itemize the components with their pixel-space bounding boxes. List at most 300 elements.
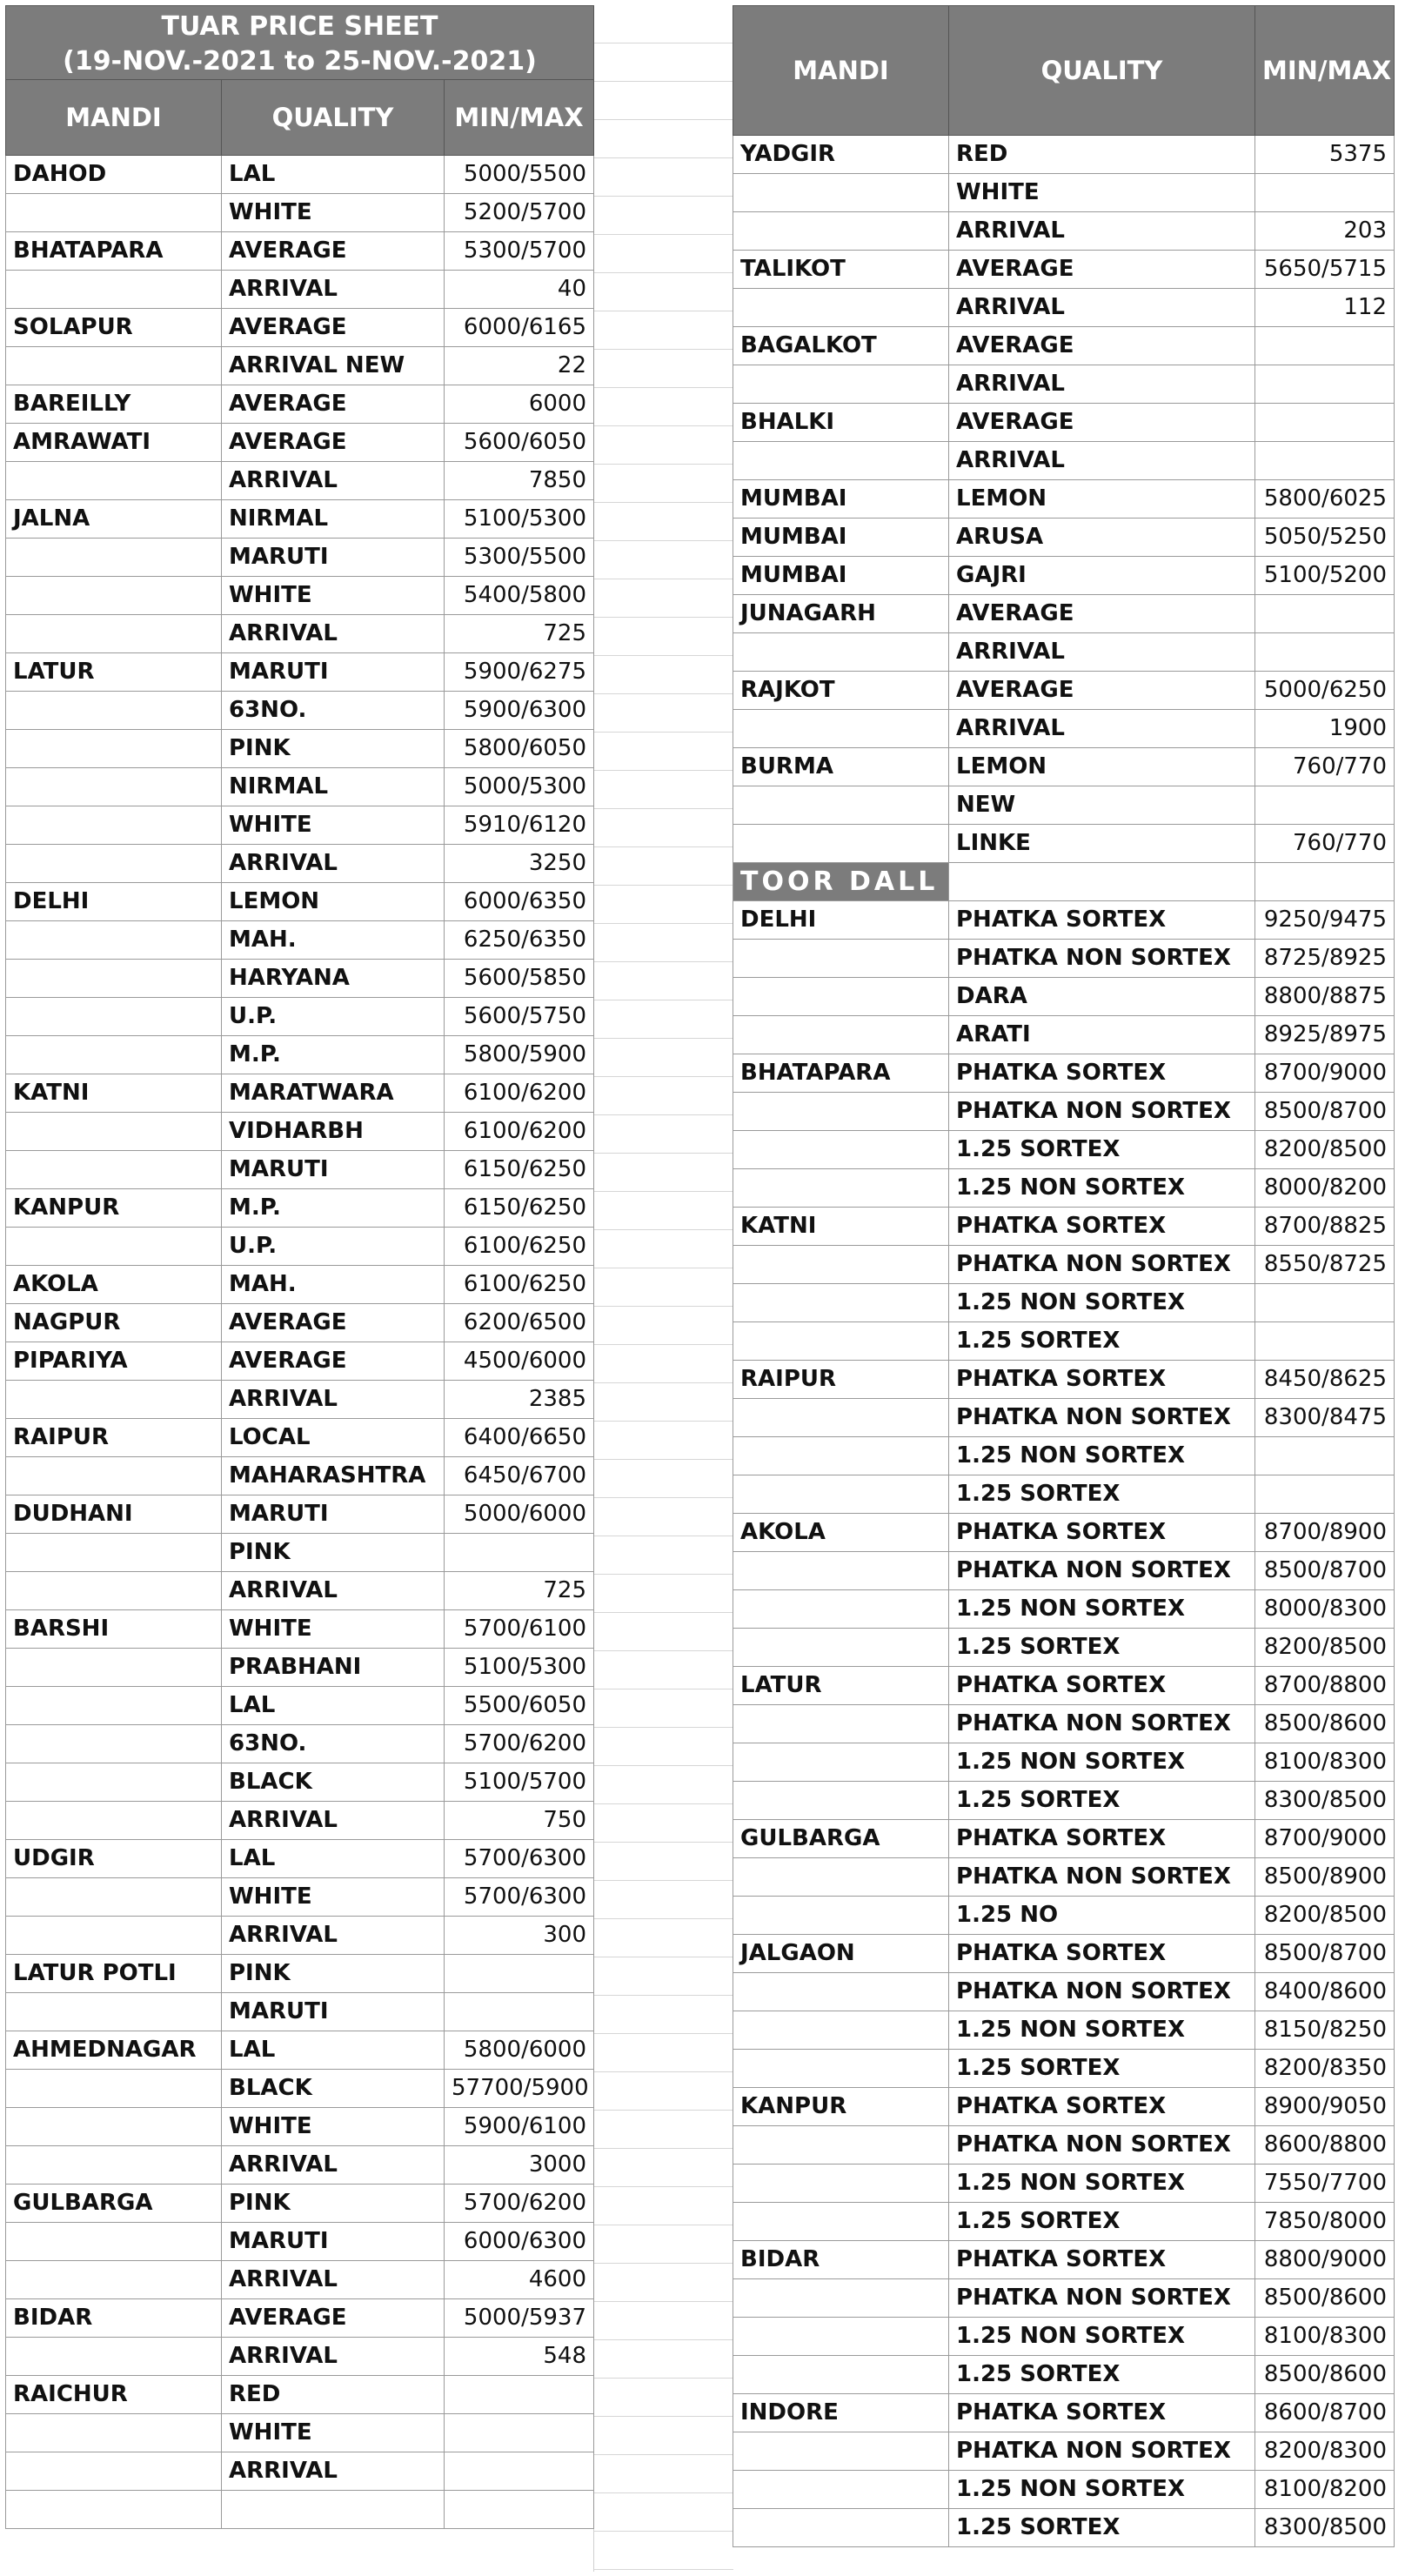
minmax-cell[interactable]: 8700/8800 xyxy=(1255,1667,1395,1705)
mandi-cell[interactable] xyxy=(733,1437,949,1475)
mandi-cell[interactable]: LATUR POTLI xyxy=(6,1955,222,1993)
minmax-cell[interactable]: 5600/5850 xyxy=(445,960,594,998)
minmax-cell[interactable]: 5800/6050 xyxy=(445,730,594,768)
mandi-cell[interactable]: DAHOD xyxy=(6,156,222,194)
quality-cell[interactable]: MARUTI xyxy=(222,539,445,577)
quality-cell[interactable]: 1.25 SORTEX xyxy=(949,2509,1255,2547)
quality-cell[interactable]: MAHARASHTRA xyxy=(222,1457,445,1495)
mandi-cell[interactable]: MUMBAI xyxy=(733,557,949,595)
minmax-cell[interactable]: 5300/5700 xyxy=(445,232,594,271)
mandi-cell[interactable] xyxy=(733,2126,949,2165)
mandi-cell[interactable] xyxy=(6,615,222,653)
quality-cell[interactable]: PHATKA NON SORTEX xyxy=(949,1705,1255,1743)
quality-cell[interactable]: PHATKA SORTEX xyxy=(949,2241,1255,2279)
mandi-cell[interactable] xyxy=(6,692,222,730)
mandi-cell[interactable] xyxy=(733,1858,949,1897)
minmax-cell[interactable] xyxy=(1255,595,1395,633)
minmax-cell[interactable]: 8800/8875 xyxy=(1255,978,1395,1016)
quality-cell[interactable]: WHITE xyxy=(222,194,445,232)
mandi-cell[interactable]: SOLAPUR xyxy=(6,309,222,347)
minmax-cell[interactable]: 5200/5700 xyxy=(445,194,594,232)
mandi-cell[interactable] xyxy=(6,271,222,309)
mandi-cell[interactable] xyxy=(6,1457,222,1495)
quality-cell[interactable]: ARRIVAL xyxy=(222,2338,445,2376)
quality-cell[interactable]: NIRMAL xyxy=(222,500,445,539)
quality-cell[interactable]: ARRIVAL xyxy=(222,1917,445,1955)
minmax-cell[interactable]: 760/770 xyxy=(1255,748,1395,786)
minmax-cell[interactable] xyxy=(1255,404,1395,442)
quality-cell[interactable]: ARRIVAL xyxy=(222,845,445,883)
quality-cell[interactable]: LAL xyxy=(222,1840,445,1878)
quality-cell[interactable]: ARRIVAL xyxy=(222,462,445,500)
minmax-cell[interactable]: 725 xyxy=(445,1572,594,1610)
minmax-cell[interactable]: 6150/6250 xyxy=(445,1189,594,1228)
mandi-cell[interactable] xyxy=(6,1649,222,1687)
quality-cell[interactable]: PHATKA SORTEX xyxy=(949,1054,1255,1093)
mandi-cell[interactable] xyxy=(6,1151,222,1189)
quality-cell[interactable]: PHATKA NON SORTEX xyxy=(949,2432,1255,2471)
minmax-cell[interactable]: 8150/8250 xyxy=(1255,2011,1395,2050)
mandi-cell[interactable] xyxy=(6,1878,222,1917)
quality-cell[interactable]: LINKE xyxy=(949,825,1255,863)
mandi-cell[interactable] xyxy=(6,2070,222,2108)
mandi-cell[interactable] xyxy=(6,1725,222,1763)
quality-cell[interactable]: MARUTI xyxy=(222,2223,445,2261)
quality-cell[interactable]: 63NO. xyxy=(222,692,445,730)
quality-cell[interactable]: AVERAGE xyxy=(222,385,445,424)
quality-cell[interactable]: 1.25 SORTEX xyxy=(949,1131,1255,1169)
quality-cell[interactable]: AVERAGE xyxy=(949,404,1255,442)
mandi-cell[interactable] xyxy=(733,174,949,212)
quality-cell[interactable]: 1.25 SORTEX xyxy=(949,2356,1255,2394)
mandi-cell[interactable]: AKOLA xyxy=(6,1266,222,1304)
minmax-cell[interactable]: 203 xyxy=(1255,212,1395,251)
minmax-cell[interactable] xyxy=(445,2414,594,2452)
mandi-cell[interactable]: RAICHUR xyxy=(6,2376,222,2414)
minmax-cell[interactable] xyxy=(1255,633,1395,672)
quality-cell[interactable]: ARRIVAL NEW xyxy=(222,347,445,385)
quality-cell[interactable]: VIDHARBH xyxy=(222,1113,445,1151)
minmax-cell[interactable]: 8200/8350 xyxy=(1255,2050,1395,2088)
quality-cell[interactable]: 1.25 NON SORTEX xyxy=(949,1437,1255,1475)
mandi-cell[interactable] xyxy=(733,1399,949,1437)
minmax-cell[interactable]: 5700/6300 xyxy=(445,1840,594,1878)
minmax-cell[interactable] xyxy=(445,2452,594,2491)
mandi-cell[interactable] xyxy=(733,1743,949,1782)
minmax-cell[interactable] xyxy=(1255,327,1395,365)
quality-cell[interactable]: BLACK xyxy=(222,2070,445,2108)
quality-cell[interactable]: PHATKA SORTEX xyxy=(949,2088,1255,2126)
minmax-cell[interactable]: 5400/5800 xyxy=(445,577,594,615)
minmax-cell[interactable]: 760/770 xyxy=(1255,825,1395,863)
quality-cell[interactable]: 1.25 NON SORTEX xyxy=(949,1590,1255,1629)
minmax-cell[interactable]: 8450/8625 xyxy=(1255,1361,1395,1399)
quality-cell[interactable]: WHITE xyxy=(222,577,445,615)
minmax-cell[interactable]: 8700/8825 xyxy=(1255,1208,1395,1246)
minmax-cell[interactable]: 8100/8300 xyxy=(1255,2318,1395,2356)
quality-cell[interactable]: LEMON xyxy=(949,748,1255,786)
quality-cell[interactable]: NEW xyxy=(949,786,1255,825)
mandi-cell[interactable]: LATUR xyxy=(733,1667,949,1705)
minmax-cell[interactable]: 5700/6300 xyxy=(445,1878,594,1917)
quality-cell[interactable]: 1.25 NON SORTEX xyxy=(949,1743,1255,1782)
quality-cell[interactable]: AVERAGE xyxy=(222,232,445,271)
quality-cell[interactable]: 63NO. xyxy=(222,1725,445,1763)
minmax-cell[interactable]: 5000/6000 xyxy=(445,1495,594,1534)
mandi-cell[interactable]: BHALKI xyxy=(733,404,949,442)
mandi-cell[interactable] xyxy=(6,1113,222,1151)
minmax-cell[interactable]: 4600 xyxy=(445,2261,594,2299)
quality-cell[interactable]: ARRIVAL xyxy=(949,633,1255,672)
mandi-cell[interactable] xyxy=(733,2471,949,2509)
minmax-cell[interactable]: 9250/9475 xyxy=(1255,901,1395,940)
minmax-cell[interactable]: 8700/9000 xyxy=(1255,1820,1395,1858)
quality-cell[interactable]: WHITE xyxy=(222,1610,445,1649)
minmax-cell[interactable]: 8700/8900 xyxy=(1255,1514,1395,1552)
minmax-cell[interactable]: 6000/6350 xyxy=(445,883,594,921)
mandi-cell[interactable] xyxy=(733,2279,949,2318)
mandi-cell[interactable] xyxy=(6,1917,222,1955)
mandi-cell[interactable]: RAJKOT xyxy=(733,672,949,710)
quality-cell[interactable]: BLACK xyxy=(222,1763,445,1802)
mandi-cell[interactable] xyxy=(733,1246,949,1284)
mandi-cell[interactable]: BURMA xyxy=(733,748,949,786)
minmax-cell[interactable]: 5000/5500 xyxy=(445,156,594,194)
minmax-cell[interactable]: 5300/5500 xyxy=(445,539,594,577)
quality-cell[interactable]: ARRIVAL xyxy=(222,2146,445,2185)
minmax-cell[interactable] xyxy=(1255,1284,1395,1322)
minmax-cell[interactable]: 8550/8725 xyxy=(1255,1246,1395,1284)
mandi-cell[interactable] xyxy=(733,1131,949,1169)
quality-cell[interactable]: MARUTI xyxy=(222,1993,445,2031)
minmax-cell[interactable] xyxy=(1255,365,1395,404)
quality-cell[interactable]: HARYANA xyxy=(222,960,445,998)
quality-cell[interactable]: 1.25 SORTEX xyxy=(949,1629,1255,1667)
mandi-cell[interactable] xyxy=(733,1169,949,1208)
minmax-cell[interactable]: 5100/5700 xyxy=(445,1763,594,1802)
quality-cell[interactable]: 1.25 NON SORTEX xyxy=(949,2471,1255,2509)
mandi-cell[interactable] xyxy=(733,940,949,978)
quality-cell[interactable]: LEMON xyxy=(222,883,445,921)
mandi-cell[interactable] xyxy=(6,347,222,385)
quality-cell[interactable]: PRABHANI xyxy=(222,1649,445,1687)
quality-cell[interactable]: WHITE xyxy=(222,2108,445,2146)
quality-cell[interactable]: PINK xyxy=(222,1955,445,1993)
quality-cell[interactable]: MAH. xyxy=(222,1266,445,1304)
minmax-cell[interactable]: 5700/6200 xyxy=(445,2185,594,2223)
minmax-cell[interactable]: 8000/8300 xyxy=(1255,1590,1395,1629)
minmax-cell[interactable]: 5700/6100 xyxy=(445,1610,594,1649)
minmax-cell[interactable]: 5900/6100 xyxy=(445,2108,594,2146)
mandi-cell[interactable]: JUNAGARH xyxy=(733,595,949,633)
minmax-cell[interactable]: 8100/8200 xyxy=(1255,2471,1395,2509)
mandi-cell[interactable]: DELHI xyxy=(733,901,949,940)
mandi-cell[interactable] xyxy=(733,1590,949,1629)
quality-cell[interactable]: 1.25 SORTEX xyxy=(949,1475,1255,1514)
mandi-cell[interactable] xyxy=(6,1228,222,1266)
minmax-cell[interactable]: 6250/6350 xyxy=(445,921,594,960)
mandi-cell[interactable] xyxy=(733,1629,949,1667)
quality-cell[interactable] xyxy=(222,2491,445,2529)
quality-cell[interactable]: AVERAGE xyxy=(949,251,1255,289)
quality-cell[interactable]: 1.25 SORTEX xyxy=(949,2203,1255,2241)
minmax-cell[interactable]: 5600/6050 xyxy=(445,424,594,462)
quality-cell[interactable]: PHATKA NON SORTEX xyxy=(949,1552,1255,1590)
quality-cell[interactable]: LEMON xyxy=(949,480,1255,519)
mandi-cell[interactable]: BIDAR xyxy=(6,2299,222,2338)
minmax-cell[interactable] xyxy=(1255,1475,1395,1514)
minmax-cell[interactable]: 5100/5300 xyxy=(445,500,594,539)
mandi-cell[interactable] xyxy=(733,1897,949,1935)
minmax-cell[interactable]: 5800/6025 xyxy=(1255,480,1395,519)
mandi-cell[interactable] xyxy=(6,539,222,577)
minmax-cell[interactable] xyxy=(445,1534,594,1572)
mandi-cell[interactable]: NAGPUR xyxy=(6,1304,222,1342)
minmax-cell[interactable]: 6200/6500 xyxy=(445,1304,594,1342)
minmax-cell[interactable] xyxy=(1255,1437,1395,1475)
minmax-cell[interactable]: 548 xyxy=(445,2338,594,2376)
mandi-cell[interactable]: DELHI xyxy=(6,883,222,921)
minmax-cell[interactable]: 8000/8200 xyxy=(1255,1169,1395,1208)
minmax-cell[interactable]: 6450/6700 xyxy=(445,1457,594,1495)
minmax-cell[interactable]: 8725/8925 xyxy=(1255,940,1395,978)
quality-cell[interactable]: PHATKA SORTEX xyxy=(949,1208,1255,1246)
quality-cell[interactable]: 1.25 NON SORTEX xyxy=(949,2318,1255,2356)
mandi-cell[interactable] xyxy=(733,2356,949,2394)
quality-cell[interactable]: PHATKA NON SORTEX xyxy=(949,1399,1255,1437)
quality-cell[interactable]: ARATI xyxy=(949,1016,1255,1054)
mandi-cell[interactable] xyxy=(733,2011,949,2050)
minmax-cell[interactable]: 8500/8900 xyxy=(1255,1858,1395,1897)
quality-cell[interactable]: AVERAGE xyxy=(222,424,445,462)
mandi-cell[interactable] xyxy=(733,2050,949,2088)
minmax-cell[interactable]: 5000/5300 xyxy=(445,768,594,806)
mandi-cell[interactable] xyxy=(733,1322,949,1361)
quality-cell[interactable]: 1.25 NO xyxy=(949,1897,1255,1935)
mandi-cell[interactable] xyxy=(733,1973,949,2011)
minmax-cell[interactable]: 8500/8600 xyxy=(1255,2279,1395,2318)
quality-cell[interactable]: LAL xyxy=(222,1687,445,1725)
quality-cell[interactable]: ARRIVAL xyxy=(222,1381,445,1419)
quality-cell[interactable]: NIRMAL xyxy=(222,768,445,806)
quality-cell[interactable]: RED xyxy=(222,2376,445,2414)
quality-cell[interactable]: PHATKA NON SORTEX xyxy=(949,1973,1255,2011)
quality-cell[interactable]: GAJRI xyxy=(949,557,1255,595)
quality-cell[interactable]: ARUSA xyxy=(949,519,1255,557)
mandi-cell[interactable] xyxy=(733,1475,949,1514)
quality-cell[interactable]: WHITE xyxy=(222,1878,445,1917)
mandi-cell[interactable] xyxy=(6,1572,222,1610)
minmax-cell[interactable] xyxy=(1255,1322,1395,1361)
minmax-cell[interactable]: 5800/5900 xyxy=(445,1036,594,1074)
mandi-cell[interactable]: AKOLA xyxy=(733,1514,949,1552)
mandi-cell[interactable]: BAGALKOT xyxy=(733,327,949,365)
quality-cell[interactable]: PINK xyxy=(222,2185,445,2223)
mandi-cell[interactable] xyxy=(733,289,949,327)
empty-cell[interactable] xyxy=(1255,863,1395,901)
mandi-cell[interactable]: KANPUR xyxy=(733,2088,949,2126)
mandi-cell[interactable]: KATNI xyxy=(733,1208,949,1246)
mandi-cell[interactable] xyxy=(733,2165,949,2203)
mandi-cell[interactable] xyxy=(733,2509,949,2547)
minmax-cell[interactable] xyxy=(445,2491,594,2529)
mandi-cell[interactable] xyxy=(6,921,222,960)
mandi-cell[interactable] xyxy=(6,845,222,883)
quality-cell[interactable]: U.P. xyxy=(222,998,445,1036)
quality-cell[interactable]: PHATKA SORTEX xyxy=(949,1935,1255,1973)
minmax-cell[interactable]: 112 xyxy=(1255,289,1395,327)
mandi-cell[interactable] xyxy=(733,1284,949,1322)
mandi-cell[interactable]: AHMEDNAGAR xyxy=(6,2031,222,2070)
mandi-cell[interactable]: PIPARIYA xyxy=(6,1342,222,1381)
quality-cell[interactable]: PHATKA SORTEX xyxy=(949,1514,1255,1552)
quality-cell[interactable]: WHITE xyxy=(949,174,1255,212)
mandi-cell[interactable] xyxy=(733,365,949,404)
quality-cell[interactable]: DARA xyxy=(949,978,1255,1016)
empty-cell[interactable] xyxy=(949,863,1255,901)
minmax-cell[interactable]: 750 xyxy=(445,1802,594,1840)
quality-cell[interactable]: 1.25 NON SORTEX xyxy=(949,2165,1255,2203)
mandi-cell[interactable]: RAIPUR xyxy=(733,1361,949,1399)
minmax-cell[interactable]: 4500/6000 xyxy=(445,1342,594,1381)
mandi-cell[interactable] xyxy=(733,2203,949,2241)
mandi-cell[interactable] xyxy=(6,1993,222,2031)
minmax-cell[interactable]: 3000 xyxy=(445,2146,594,2185)
mandi-cell[interactable] xyxy=(6,2223,222,2261)
mandi-cell[interactable]: INDORE xyxy=(733,2394,949,2432)
minmax-cell[interactable]: 725 xyxy=(445,615,594,653)
mandi-cell[interactable] xyxy=(6,194,222,232)
quality-cell[interactable]: ARRIVAL xyxy=(949,365,1255,404)
quality-cell[interactable]: 1.25 SORTEX xyxy=(949,1322,1255,1361)
minmax-cell[interactable]: 5100/5200 xyxy=(1255,557,1395,595)
quality-cell[interactable]: 1.25 NON SORTEX xyxy=(949,1169,1255,1208)
quality-cell[interactable]: WHITE xyxy=(222,2414,445,2452)
mandi-cell[interactable] xyxy=(733,1093,949,1131)
mandi-cell[interactable] xyxy=(733,786,949,825)
quality-cell[interactable]: AVERAGE xyxy=(222,1342,445,1381)
minmax-cell[interactable]: 7850 xyxy=(445,462,594,500)
minmax-cell[interactable]: 2385 xyxy=(445,1381,594,1419)
mandi-cell[interactable]: TALIKOT xyxy=(733,251,949,289)
mandi-cell[interactable] xyxy=(6,1687,222,1725)
minmax-cell[interactable]: 8300/8475 xyxy=(1255,1399,1395,1437)
quality-cell[interactable]: LAL xyxy=(222,156,445,194)
mandi-cell[interactable]: MUMBAI xyxy=(733,519,949,557)
minmax-cell[interactable]: 5100/5300 xyxy=(445,1649,594,1687)
quality-cell[interactable]: PINK xyxy=(222,1534,445,1572)
quality-cell[interactable]: M.P. xyxy=(222,1189,445,1228)
minmax-cell[interactable]: 8200/8500 xyxy=(1255,1131,1395,1169)
minmax-cell[interactable] xyxy=(445,1993,594,2031)
minmax-cell[interactable]: 3250 xyxy=(445,845,594,883)
quality-cell[interactable]: PHATKA NON SORTEX xyxy=(949,1246,1255,1284)
quality-cell[interactable]: RED xyxy=(949,136,1255,174)
quality-cell[interactable]: ARRIVAL xyxy=(949,442,1255,480)
quality-cell[interactable]: MARUTI xyxy=(222,653,445,692)
minmax-cell[interactable] xyxy=(1255,786,1395,825)
mandi-cell[interactable] xyxy=(733,633,949,672)
quality-cell[interactable]: AVERAGE xyxy=(949,327,1255,365)
quality-cell[interactable]: AVERAGE xyxy=(949,672,1255,710)
mandi-cell[interactable] xyxy=(733,442,949,480)
mandi-cell[interactable] xyxy=(733,978,949,1016)
mandi-cell[interactable]: AMRAWATI xyxy=(6,424,222,462)
mandi-cell[interactable] xyxy=(6,1763,222,1802)
minmax-cell[interactable]: 8800/9000 xyxy=(1255,2241,1395,2279)
minmax-cell[interactable]: 5375 xyxy=(1255,136,1395,174)
mandi-cell[interactable] xyxy=(733,1782,949,1820)
minmax-cell[interactable]: 8500/8600 xyxy=(1255,1705,1395,1743)
minmax-cell[interactable]: 8100/8300 xyxy=(1255,1743,1395,1782)
mandi-cell[interactable]: GULBARGA xyxy=(6,2185,222,2223)
minmax-cell[interactable]: 6100/6250 xyxy=(445,1266,594,1304)
quality-cell[interactable]: ARRIVAL xyxy=(222,1802,445,1840)
minmax-cell[interactable]: 6100/6200 xyxy=(445,1113,594,1151)
mandi-cell[interactable]: YADGIR xyxy=(733,136,949,174)
mandi-cell[interactable] xyxy=(6,998,222,1036)
quality-cell[interactable]: ARRIVAL xyxy=(222,615,445,653)
quality-cell[interactable]: PHATKA SORTEX xyxy=(949,901,1255,940)
quality-cell[interactable]: 1.25 NON SORTEX xyxy=(949,2011,1255,2050)
mandi-cell[interactable]: UDGIR xyxy=(6,1840,222,1878)
minmax-cell[interactable]: 5000/6250 xyxy=(1255,672,1395,710)
mandi-cell[interactable] xyxy=(733,212,949,251)
quality-cell[interactable]: 1.25 NON SORTEX xyxy=(949,1284,1255,1322)
quality-cell[interactable]: MARATWARA xyxy=(222,1074,445,1113)
minmax-cell[interactable]: 8500/8700 xyxy=(1255,1093,1395,1131)
quality-cell[interactable]: PHATKA NON SORTEX xyxy=(949,1858,1255,1897)
minmax-cell[interactable]: 5500/6050 xyxy=(445,1687,594,1725)
mandi-cell[interactable]: KANPUR xyxy=(6,1189,222,1228)
mandi-cell[interactable] xyxy=(6,462,222,500)
minmax-cell[interactable]: 6150/6250 xyxy=(445,1151,594,1189)
mandi-cell[interactable] xyxy=(6,806,222,845)
mandi-cell[interactable] xyxy=(733,1016,949,1054)
quality-cell[interactable]: MARUTI xyxy=(222,1495,445,1534)
quality-cell[interactable]: PHATKA SORTEX xyxy=(949,2394,1255,2432)
mandi-cell[interactable]: JALNA xyxy=(6,500,222,539)
quality-cell[interactable]: PHATKA NON SORTEX xyxy=(949,2279,1255,2318)
mandi-cell[interactable] xyxy=(733,2318,949,2356)
minmax-cell[interactable]: 8500/8600 xyxy=(1255,2356,1395,2394)
mandi-cell[interactable] xyxy=(733,710,949,748)
quality-cell[interactable]: PHATKA NON SORTEX xyxy=(949,940,1255,978)
minmax-cell[interactable]: 8500/8700 xyxy=(1255,1552,1395,1590)
minmax-cell[interactable]: 5050/5250 xyxy=(1255,519,1395,557)
minmax-cell[interactable]: 8900/9050 xyxy=(1255,2088,1395,2126)
mandi-cell[interactable]: BARSHI xyxy=(6,1610,222,1649)
quality-cell[interactable]: ARRIVAL xyxy=(222,1572,445,1610)
minmax-cell[interactable]: 22 xyxy=(445,347,594,385)
mandi-cell[interactable]: BAREILLY xyxy=(6,385,222,424)
mandi-cell[interactable] xyxy=(6,2108,222,2146)
mandi-cell[interactable]: LATUR xyxy=(6,653,222,692)
mandi-cell[interactable] xyxy=(733,1705,949,1743)
quality-cell[interactable]: PHATKA NON SORTEX xyxy=(949,2126,1255,2165)
minmax-cell[interactable]: 5600/5750 xyxy=(445,998,594,1036)
quality-cell[interactable]: ARRIVAL xyxy=(949,289,1255,327)
quality-cell[interactable]: MAH. xyxy=(222,921,445,960)
minmax-cell[interactable]: 7550/7700 xyxy=(1255,2165,1395,2203)
mandi-cell[interactable] xyxy=(6,2414,222,2452)
quality-cell[interactable]: 1.25 SORTEX xyxy=(949,2050,1255,2088)
quality-cell[interactable]: ARRIVAL xyxy=(949,212,1255,251)
quality-cell[interactable]: AVERAGE xyxy=(222,2299,445,2338)
mandi-cell[interactable] xyxy=(6,1534,222,1572)
minmax-cell[interactable]: 1900 xyxy=(1255,710,1395,748)
minmax-cell[interactable]: 5900/6275 xyxy=(445,653,594,692)
